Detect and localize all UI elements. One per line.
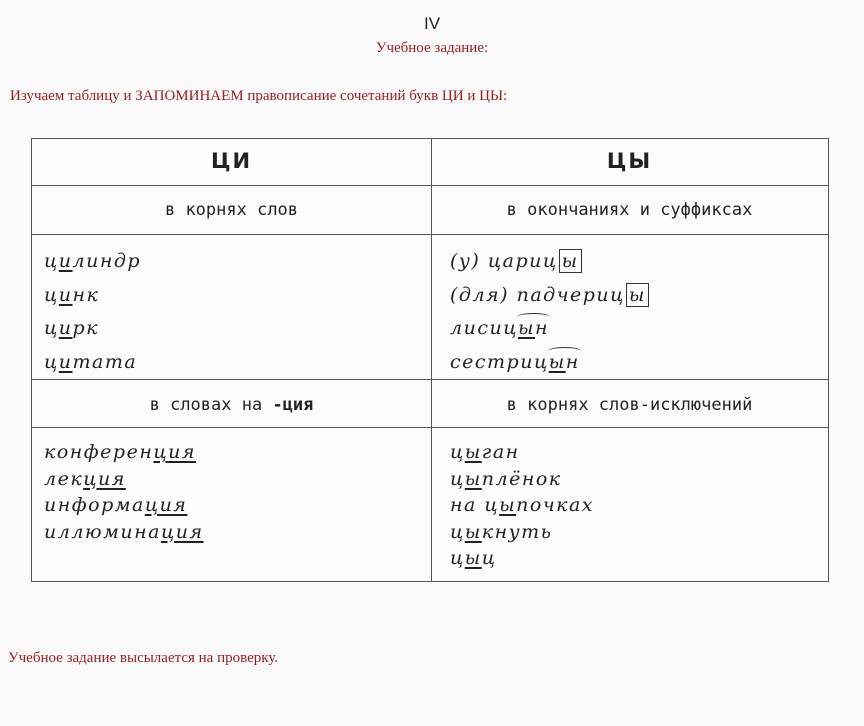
rule-label-tsiya: в словах на -ция — [149, 395, 314, 415]
example-word: цыкнуть — [450, 520, 553, 543]
row-divider — [32, 427, 828, 428]
example-word: цинк — [44, 283, 100, 306]
suffix-arc: ын — [518, 312, 549, 346]
word-list-endings — [450, 245, 649, 379]
example-word: цирк — [44, 317, 100, 339]
header-cy: ЦЫ — [606, 149, 653, 173]
header-ci: ЦИ — [210, 149, 253, 173]
example-word: сестрицын — [450, 346, 649, 380]
word-list-tsiya — [44, 439, 204, 545]
row-divider — [32, 185, 828, 186]
task-title: Учебное задание: — [375, 40, 489, 56]
example-word: цилиндр — [44, 250, 142, 272]
ending-box: ы — [559, 249, 582, 273]
example-word: иллюминация — [44, 520, 204, 543]
example-word: цыган — [450, 441, 520, 463]
spelling-rules-table — [31, 138, 829, 582]
rule-label-endings: в окончаниях и суффиксах — [506, 200, 753, 220]
example-word: информация — [44, 494, 188, 516]
example-word: цитата — [44, 350, 138, 373]
section-number: IV — [423, 14, 441, 33]
word-list-roots — [44, 245, 141, 379]
footer-note: Учебное задание высылается на проверку. — [8, 650, 279, 666]
ending-box: ы — [626, 283, 649, 307]
word-list-exceptions — [450, 439, 594, 572]
rule-label-roots: в корнях слов — [164, 200, 299, 220]
example-word: лисицын — [450, 312, 649, 346]
rule-label-exceptions: в корнях слов-исключений — [506, 395, 753, 415]
example-word: (у) цариц ы — [450, 245, 649, 279]
example-word: цыплёнок — [450, 467, 562, 490]
row-divider — [32, 234, 828, 235]
example-word: (для) падчериц ы — [450, 279, 649, 313]
row-divider — [32, 379, 828, 380]
instruction-text: Изучаем таблицу и ЗАПОМИНАЕМ правописание сочетаний букв ЦИ и ЦЫ: — [10, 88, 508, 104]
example-word: лекция — [44, 467, 126, 490]
suffix-arc: ын — [549, 346, 580, 380]
example-word: на цыпочках — [450, 494, 595, 516]
example-word: цыц — [450, 547, 497, 569]
example-word: конференция — [44, 441, 196, 463]
